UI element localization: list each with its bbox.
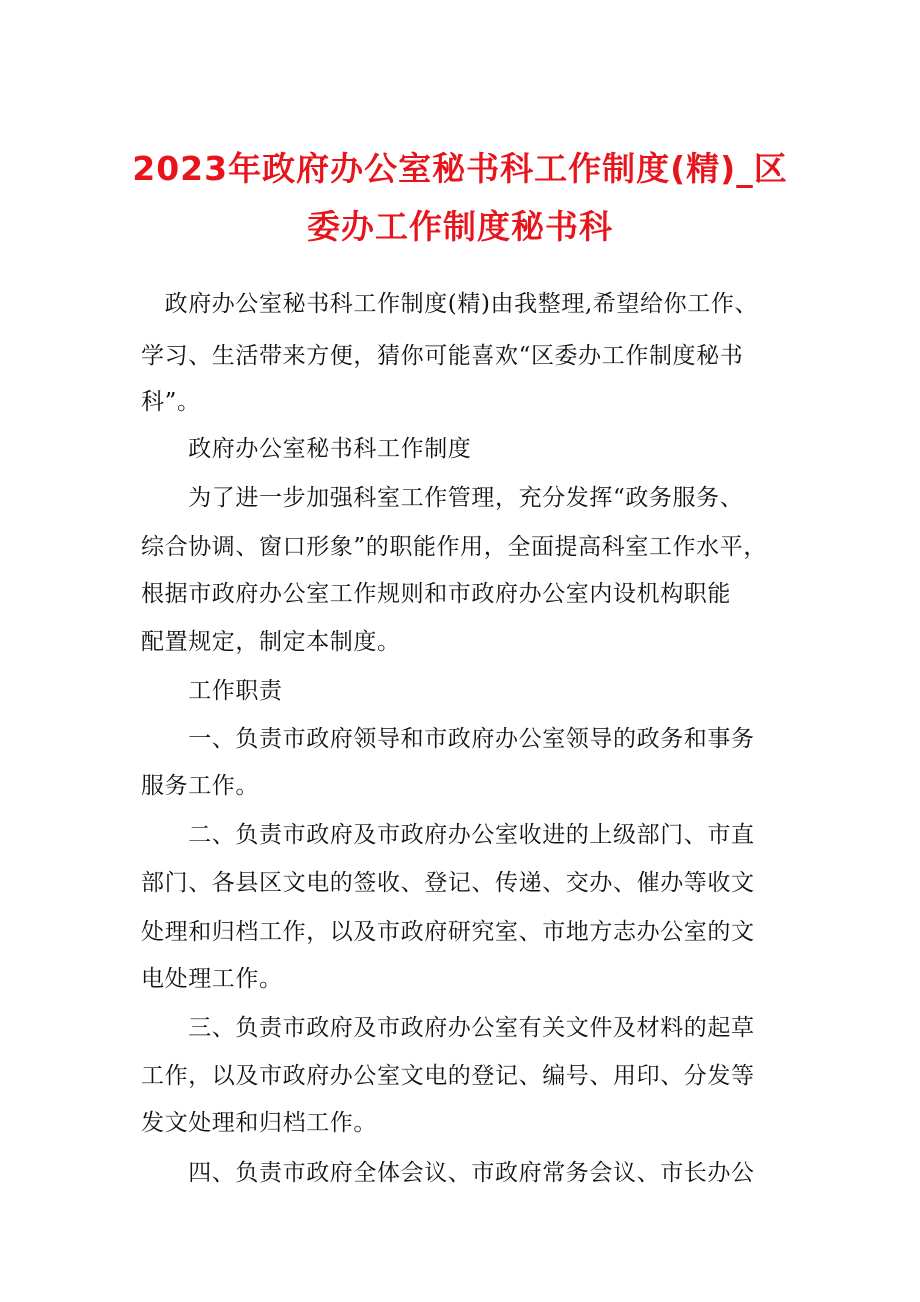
body-line: 根据市政府办公室工作规则和市政府办公室内设机构职能 <box>141 581 731 607</box>
body-line: 三、负责市政府及市政府办公室有关文件及材料的起草 <box>141 1015 755 1041</box>
section-heading: 工作职责 <box>141 678 283 704</box>
body-line: 部门、各县区文电的签收、登记、传递、交办、催办等收文 <box>141 870 755 896</box>
body-line: 处理和归档工作，以及市政府研究室、市地方志办公室的文 <box>141 919 755 945</box>
body-line: 电处理工作。 <box>141 966 283 992</box>
body-line: 工作，以及市政府办公室文电的登记、编号、用印、分发等 <box>141 1063 755 1089</box>
body-line: 为了进一步加强科室工作管理，充分发挥“政务服务、 <box>141 485 744 511</box>
body-line: 四、负责市政府全体会议、市政府常务会议、市长办公 <box>141 1160 755 1186</box>
body-line: 发文处理和归档工作。 <box>141 1110 377 1136</box>
body-line: 科”。 <box>141 389 201 415</box>
body-line: 学习、生活带来方便，猜你可能喜欢“区委办工作制度秘书 <box>141 343 744 369</box>
body-line: 政府办公室秘书科工作制度 <box>141 436 472 462</box>
body-line: 政府办公室秘书科工作制度(精)由我整理,希望给你工作、 <box>141 291 759 317</box>
body-line: 综合协调、窗口形象”的职能作用，全面提高科室工作水平， <box>141 534 767 560</box>
body-line: 配置规定，制定本制度。 <box>141 629 401 655</box>
body-line: 一、负责市政府领导和市政府办公室领导的政务和事务 <box>141 726 755 752</box>
document-title-line-2: 委办工作制度秘书科 <box>307 207 613 246</box>
body-line: 服务工作。 <box>141 773 259 799</box>
body-line: 二、负责市政府及市政府办公室收进的上级部门、市直 <box>141 822 755 848</box>
document-title-line-1: 2023年政府办公室秘书科工作制度(精)_区 <box>132 149 788 188</box>
